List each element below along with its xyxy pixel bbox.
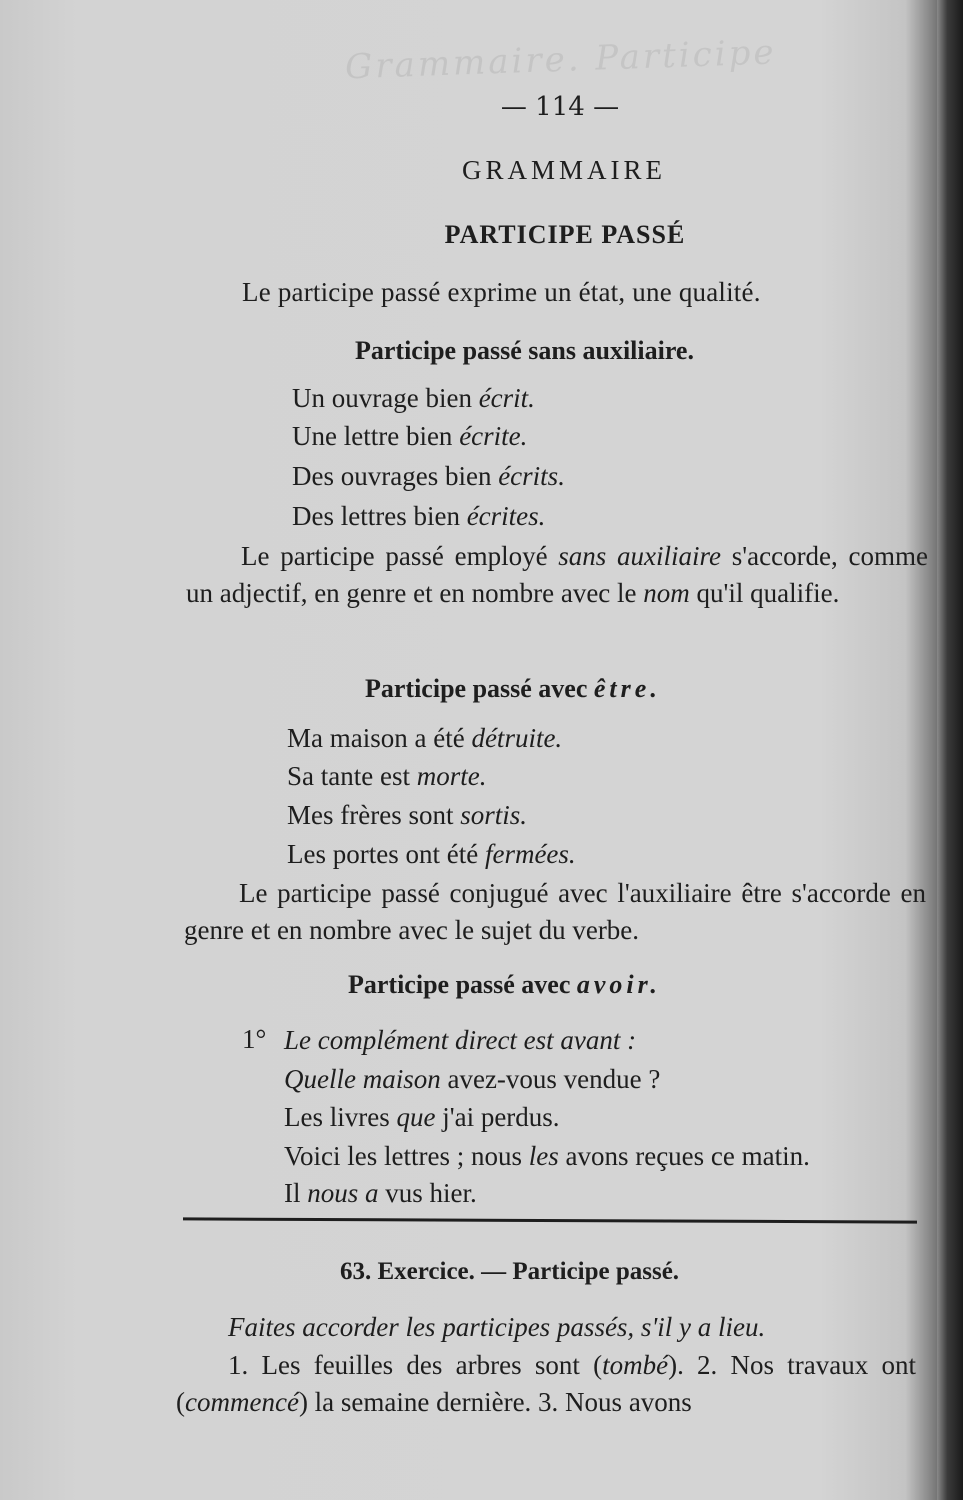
lesson-title: PARTICIPE PASSÉ — [444, 220, 686, 249]
example-line: Voici les lettres ; nous les avons reçues ce matin. — [284, 1141, 810, 1171]
exercise-title: 63. Exercice. — Participe passé. — [340, 1258, 680, 1285]
section-heading-sans-auxiliaire: Participe passé sans auxiliaire. — [355, 336, 694, 365]
example-line: Il nous a vus hier. — [284, 1178, 477, 1208]
book-gutter-shadow — [937, 0, 963, 1500]
chapter-heading: GRAMMAIRE — [461, 155, 666, 185]
item-number: 1° — [242, 1024, 267, 1054]
example-line: Les portes ont été fermées. — [287, 839, 576, 869]
example-line: Des lettres bien écrites. — [292, 501, 546, 531]
intro-sentence: Le participe passé exprime un état, une qualité. — [242, 277, 761, 307]
example-line: Les livres que j'ai perdus. — [284, 1102, 560, 1132]
item-label: Le complément direct est avant : — [284, 1025, 637, 1055]
example-line: Quelle maison avez-vous vendue ? — [284, 1064, 661, 1094]
example-line: Des ouvrages bien écrits. — [292, 461, 565, 491]
handwritten-margin-note: Grammaire. Participe — [344, 32, 778, 88]
example-line: Ma maison a été détruite. — [287, 723, 563, 753]
rule-paragraph: Le participe passé employé sans auxiliaire s'accorde, comme un adjectif, en genre et en nombre avec le nom qu'il qualifie. — [186, 541, 928, 608]
example-line: Sa tante est morte. — [287, 761, 487, 791]
example-line: Mes frères sont sortis. — [287, 800, 527, 830]
section-heading-avec-etre: Participe passé avec être. — [365, 674, 661, 703]
section-heading-avec-avoir: Participe passé avec avoir. — [348, 970, 661, 999]
horizontal-rule — [183, 1217, 917, 1223]
example-line: Un ouvrage bien écrit. — [292, 383, 535, 413]
exercise-text: 1. Les feuilles des arbres sont (tombé). 2. Nos travaux ont (commencé) la semaine dernière. 3. Nous avons — [176, 1350, 916, 1417]
rule-paragraph: Le participe passé conjugué avec l'auxiliaire être s'accorde en genre et en nombre avec le sujet du verbe. — [184, 878, 926, 945]
example-line: Une lettre bien écrite. — [292, 421, 528, 451]
exercise-instruction: Faites accorder les participes passés, s'il y a lieu. — [228, 1312, 766, 1342]
page-number: — 114 — — [500, 92, 620, 122]
